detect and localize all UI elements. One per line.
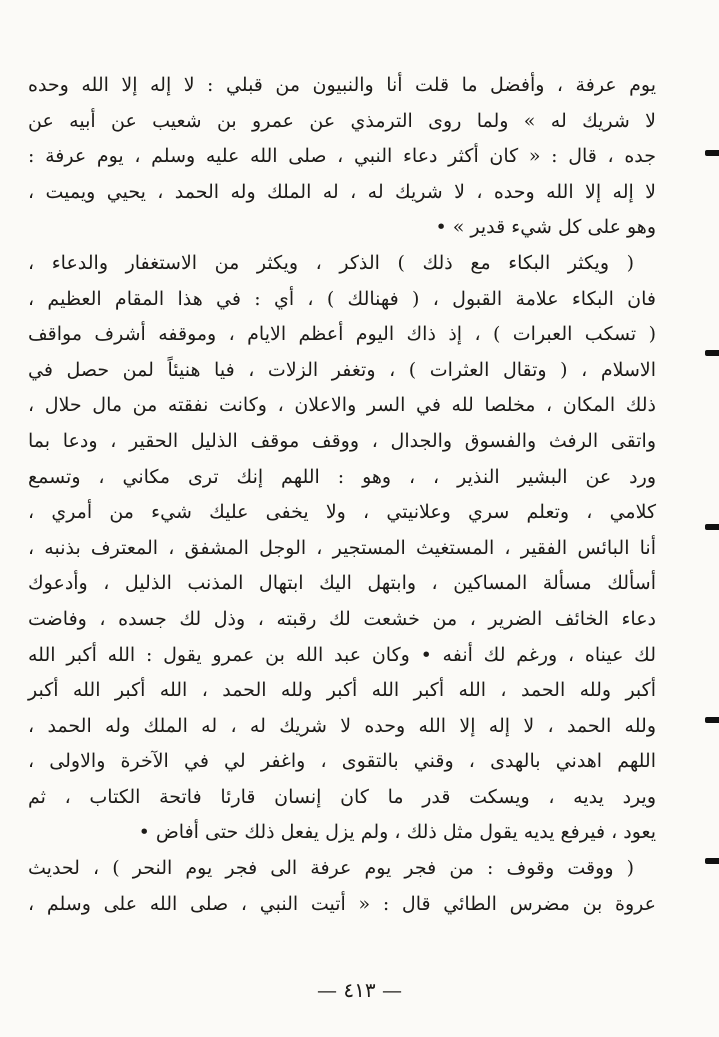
text-line: عروة بن مضرس الطائي قال : « أتيت النبي ، صلى الله على وسلم ، <box>28 892 656 915</box>
page-body <box>28 68 656 922</box>
text-line: أنا البائس الفقير ، المستغيث المستجير ، الوجل المشفق ، المعترف بذنبه ، <box>28 536 656 559</box>
text-line: أسألك مسألة المساكين ، وابتهل اليك ابتهال المذنب الذليل ، وأدعوك <box>28 572 656 595</box>
edge-mark <box>705 524 719 530</box>
text-line: واتقى الرفث والفسوق والجدال ، ووقف موقف الذليل الحقير ، ودعا بما <box>28 429 656 452</box>
edge-mark <box>705 858 719 864</box>
text-line: فان البكاء علامة القبول ، ( فهنالك ) ، أي : في هذا المقام العظيم ، <box>28 287 656 310</box>
text-line: لا شريك له » ولما روى الترمذي عن عمرو بن شعيب عن أبيه عن <box>28 109 656 132</box>
text-line: يوم عرفة ، وأفضل ما قلت أنا والنبيون من قبلي : لا إله إلا الله وحده <box>28 74 656 96</box>
text-line: وهو على كل شيء قدير » • <box>435 216 656 239</box>
edge-mark <box>705 350 719 356</box>
text-line: لا إله إلا الله وحده ، لا شريك له ، له الملك وله الحمد ، يحيي ويميت ، <box>28 180 656 203</box>
text-line: أكبر ولله الحمد ، الله أكبر الله أكبر ولله الحمد ، الله أكبر الله أكبر <box>28 679 656 702</box>
text-line: ويرد يديه ، ويسكت قدر ما كان إنسان قارئا فاتحة الكتاب ، ثم <box>28 785 656 808</box>
text-line: جده ، قال : « كان أكثر دعاء النبي ، صلى الله عليه وسلم ، يوم عرفة : <box>28 145 656 168</box>
text-line: ( ووقت وقوف : من فجر يوم عرفة الى فجر يوم النحر ) ، لحديث <box>28 857 634 880</box>
text-line: الاسلام ، ( وتقال العثرات ) ، وتغفر الزلات ، فيا هنيئاً لمن حصل في <box>28 358 656 381</box>
text-line: يعود ، فيرفع يديه يقول مثل ذلك ، ولم يزل يفعل ذلك حتى أفاض • <box>138 821 656 844</box>
text-line: ورد عن البشير النذير ، ، وهو : اللهم إنك ترى مكاني ، وتسمع <box>28 465 656 488</box>
text-line: اللهم اهدني بالهدى ، وقني بالتقوى ، واغفر لي في الآخرة والاولى ، <box>28 750 656 773</box>
text-line: دعاء الخائف الضرير ، من خشعت لك رقبته ، وذل لك جسده ، وفاضت <box>28 607 656 630</box>
text-line: لك عيناه ، ورغم لك أنفه • وكان عبد الله بن عمرو يقول : الله أكبر الله <box>28 643 656 666</box>
text-line: كلامي ، وتعلم سري وعلانيتي ، ولا يخفى عليك شيء من أمري ، <box>28 501 656 524</box>
text-line: ذلك المكان ، مخلصا لله في السر والاعلان ، وكانت نفقته من مال حلال ، <box>28 394 656 417</box>
text-line: ( ويكثر البكاء مع ذلك ) الذكر ، ويكثر من الاستغفار والدعاء ، <box>28 251 634 274</box>
text-line: ( تسكب العبرات ) ، إذ ذاك اليوم أعظم الايام ، وموقفه أشرف مواقف <box>28 323 656 346</box>
edge-mark <box>705 150 719 156</box>
edge-mark <box>705 717 719 723</box>
page-number: — ٤١٣ — <box>317 978 402 1002</box>
text-line: ولله الحمد ، لا إله إلا الله وحده لا شريك له ، له الملك وله الحمد ، <box>28 714 656 737</box>
